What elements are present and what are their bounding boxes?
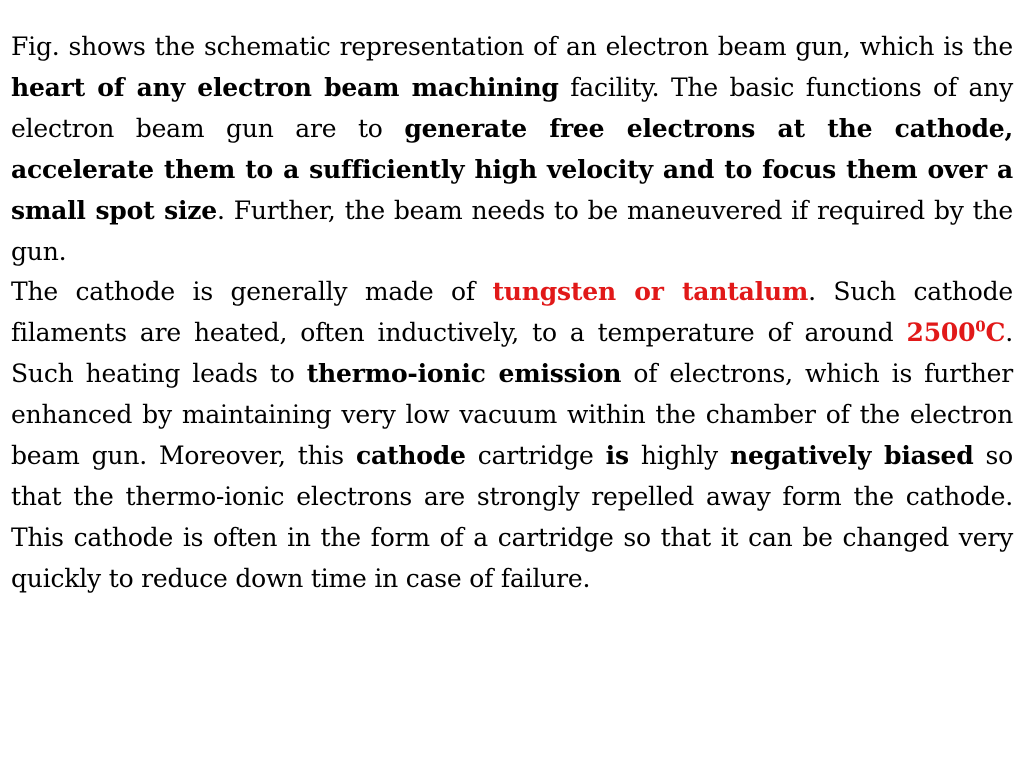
p1-text-1: Fig. shows the schematic representation of an electron beam gun, which is the [11, 32, 1013, 61]
p2-bold-is: is [605, 441, 629, 471]
p2-text-1: The cathode is generally made of [11, 277, 493, 307]
p1-bold-heart: heart of any electron beam machining [11, 72, 559, 102]
paragraph-cathode [11, 272, 1013, 599]
p1-text-2: facility. The basic functions of any electron beam gun are to [11, 72, 1013, 143]
p2-text-3: . Such heating leads to [11, 318, 1013, 389]
p2-red-temperature [907, 318, 1006, 347]
p2-text-7: so that the thermo-ionic electrons are strongly repelled away form the cathode. This cathode is often in the form of a cartridge so that it can be changed very quickly to reduce down time in case of failure. [11, 441, 1013, 593]
p2-text-4: of electrons, which is further enhanced by maintaining very low vacuum within the chamber of the electron beam gun. Moreover, this [11, 359, 1013, 471]
temperature-degree: 0 [975, 318, 986, 337]
slide-body [11, 27, 1013, 600]
temperature-unit: C [985, 318, 1006, 348]
p2-text-6: highly [628, 441, 730, 471]
p2-text-5: cartridge [465, 441, 606, 471]
temperature-value: 2500 [906, 318, 976, 348]
p1-text-3: . Further, the beam needs to be maneuvered if required by the gun. [11, 195, 1013, 266]
p1-bold-functions: generate free electrons at the cathode, accelerate them to a sufficiently high velocity and to focus them over a small spot size [11, 113, 1013, 225]
p2-bold-biased: negatively biased [730, 441, 974, 471]
p2-bold-emission: thermo-ionic emission [306, 359, 622, 389]
p2-bold-cathode: cathode [355, 441, 466, 471]
p2-red-materials: tungsten or tantalum [492, 277, 809, 307]
p2-text-2: . Such cathode filaments are heated, often inductively, to a temperature of around [11, 277, 1013, 348]
paragraph-electron-beam-gun [11, 27, 1013, 272]
